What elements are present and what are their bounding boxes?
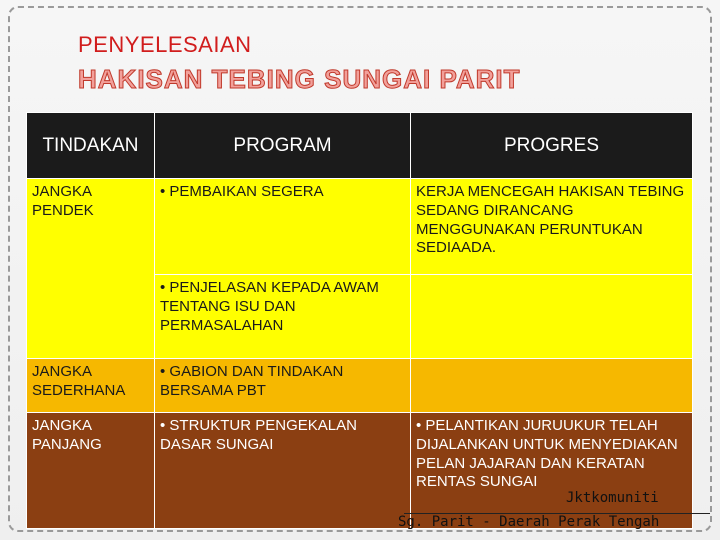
footer-location: Sg. Parit - Daerah Perak Tengah	[398, 514, 660, 530]
table-header-row	[27, 113, 693, 179]
cell-progres: KERJA MENCEGAH HAKISAN TEBING SEDANG DIRANCANG MENGGUNAKAN PERUNTUKAN SEDIAADA.	[411, 179, 693, 275]
cell-program: • PENJELASAN KEPADA AWAM TENTANG ISU DAN PERMASALAHAN	[155, 275, 411, 359]
slide-subtitle: HAKISAN TEBING SUNGAI PARIT	[78, 64, 521, 94]
header-program: PROGRAM	[155, 113, 411, 179]
cell-progres: • PELANTIKAN JURUUKUR TELAH DIJALANKAN UNTUK MENYEDIAKAN PELAN JAJARAN DAN KERATAN RENTAS SUNGAI	[411, 413, 693, 529]
cell-tindakan: JANGKA PANJANG	[27, 413, 155, 529]
action-table	[26, 112, 693, 529]
table-row	[27, 179, 693, 275]
slide-title: PENYELESAIAN	[78, 32, 252, 57]
cell-progres	[411, 275, 693, 359]
cell-program: • PEMBAIKAN SEGERA	[155, 179, 411, 275]
cell-program: • STRUKTUR PENGEKALAN DASAR SUNGAI	[155, 413, 411, 529]
cell-program: • GABION DAN TINDAKAN BERSAMA PBT	[155, 359, 411, 413]
header-progres: PROGRES	[411, 113, 693, 179]
footer-organization: Jktkomuniti	[566, 490, 659, 506]
header-tindakan: TINDAKAN	[27, 113, 155, 179]
table-row	[27, 359, 693, 413]
table-row	[27, 413, 693, 529]
cell-tindakan: JANGKA SEDERHANA	[27, 359, 155, 413]
cell-tindakan: JANGKA PENDEK	[27, 179, 155, 359]
cell-progres	[411, 359, 693, 413]
